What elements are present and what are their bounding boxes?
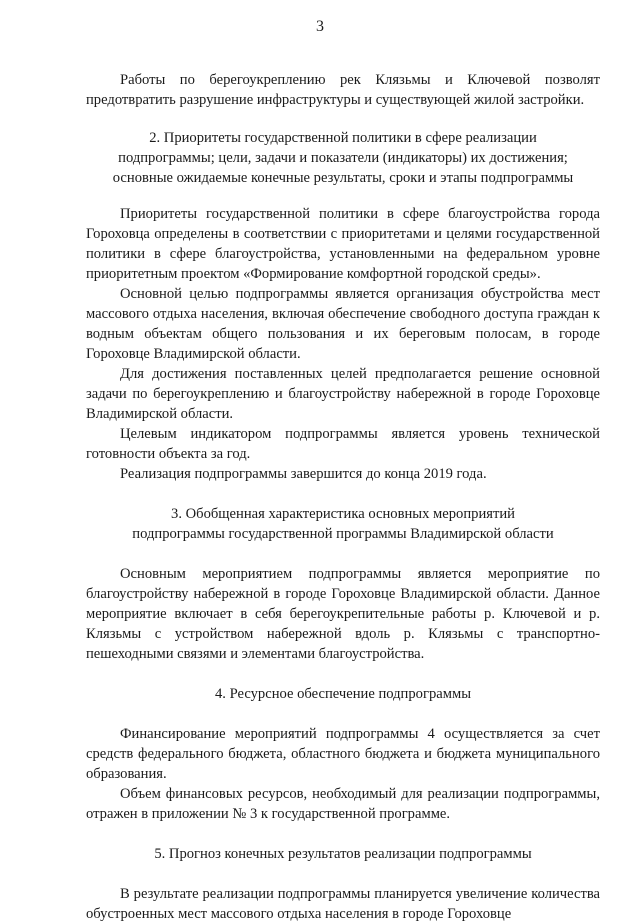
section-3-heading-line: 3. Обобщенная характеристика основных мероприятий	[171, 506, 515, 522]
document-body	[86, 70, 600, 924]
page-number: 3	[316, 18, 324, 35]
section-2-paragraph: Реализация подпрограммы завершится до конца 2019 года.	[120, 466, 487, 482]
section-3-paragraph: Основным мероприятием подпрограммы является мероприятие по благоустройству набережной в городе Гороховце Владимирской области. Данное мероприятие включает в себя берегоукрепительные работы р. Ключевой и р. Клязьмы с устройством набережной вдоль р. Клязьмы с транспортно-пешеходными связями и элементами благоустройства.	[86, 566, 600, 662]
section-3-heading	[86, 504, 600, 544]
intro-paragraph: Работы по берегоукреплению рек Клязьмы и Ключевой позволят предотвратить разрушение инфраструктуры и существующей жилой застройки.	[86, 72, 600, 108]
section-4-paragraph: Финансирование мероприятий подпрограммы 4 осуществляется за счет средств федерального бюджета, областного бюджета и бюджета муниципального образования.	[86, 726, 600, 782]
section-4-heading	[86, 684, 600, 704]
section-2-heading	[86, 128, 600, 188]
section-2-paragraph: Целевым индикатором подпрограммы является уровень технической готовности объекта за год.	[86, 426, 600, 462]
section-5-heading	[86, 844, 600, 864]
section-3-heading-line: подпрограммы государственной программы Владимирской области	[132, 526, 554, 542]
section-2-paragraph: Для достижения поставленных целей предполагается решение основной задачи по берегоукреплению и благоустройству набережной в городе Гороховце Владимирской области.	[86, 366, 600, 422]
section-5-paragraph: В результате реализации подпрограммы планируется увеличение количества обустроенных мест массового отдыха населения в городе Гороховце	[86, 886, 600, 922]
section-2-paragraph: Приоритеты государственной политики в сфере благоустройства города Гороховца определены в соответствии с приоритетами и целями государственной политики в сфере благоустройства, установленными на федеральном уровне приоритетным проектом «Формирование комфортной городской среды».	[86, 206, 600, 282]
section-2-heading-line: основные ожидаемые конечные результаты, сроки и этапы подпрограммы	[112, 170, 574, 186]
section-4-heading-line: 4. Ресурсное обеспечение подпрограммы	[214, 686, 471, 702]
section-2-heading-line: 2. Приоритеты государственной политики в сфере реализации	[149, 130, 537, 146]
section-2-paragraph: Основной целью подпрограммы является организация обустройства мест массового отдыха населения, включая обеспечение свободного доступа граждан к водным объектам общего пользования и их береговым полосам, в городе Гороховце Владимирской области.	[86, 286, 600, 362]
section-2-heading-line: подпрограммы; цели, задачи и показатели (индикаторы) их достижения;	[118, 150, 568, 166]
section-5-heading-line: 5. Прогноз конечных результатов реализации подпрограммы	[154, 846, 532, 862]
section-4-paragraph: Объем финансовых ресурсов, необходимый для реализации подпрограммы, отражен в приложении № 3 к государственной программе.	[86, 786, 600, 822]
